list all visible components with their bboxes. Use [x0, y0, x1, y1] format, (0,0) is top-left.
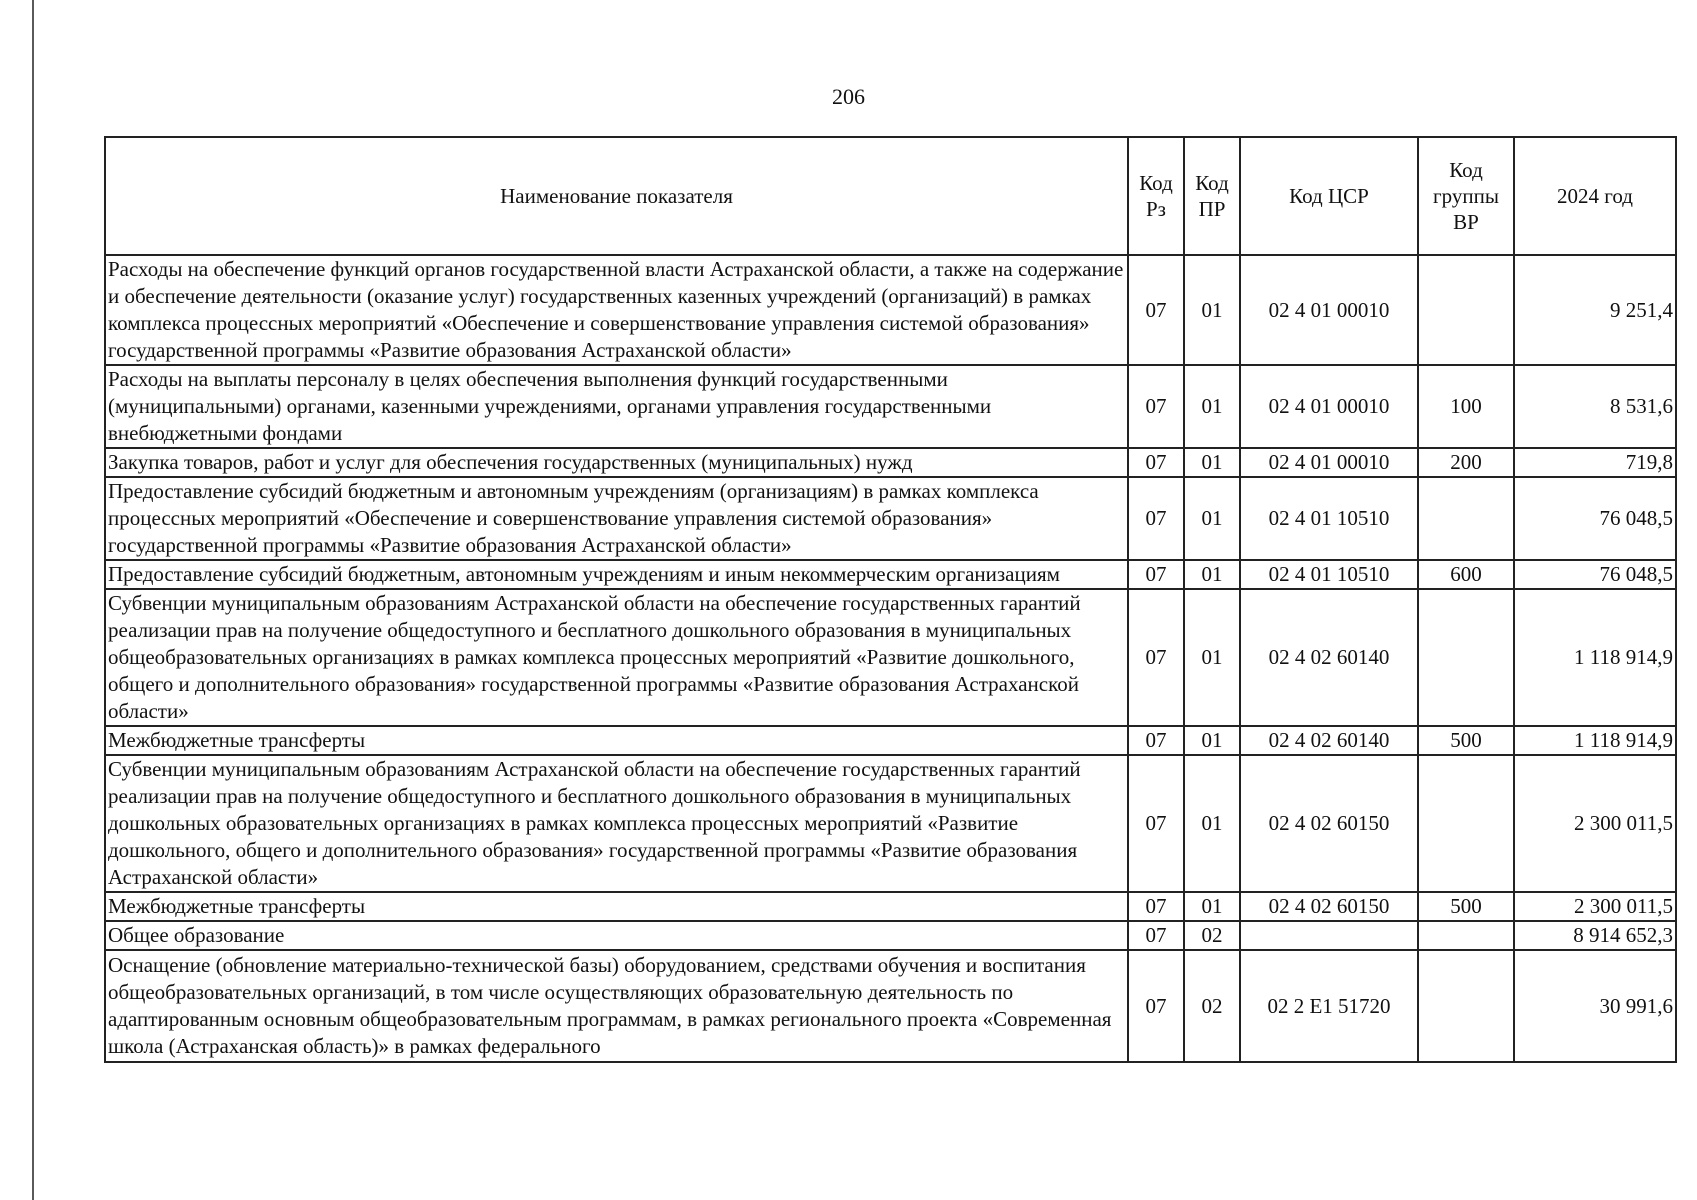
row-amount: 9 251,4: [1514, 255, 1676, 365]
row-vr: [1418, 950, 1514, 1062]
row-name: Межбюджетные трансферты: [105, 892, 1128, 921]
row-csr: 02 4 01 00010: [1240, 448, 1418, 477]
row-vr: [1418, 755, 1514, 892]
table-row: [105, 560, 1676, 589]
row-rz: 07: [1128, 950, 1184, 1062]
page-binding-line: [32, 0, 34, 1200]
row-csr: 02 4 01 10510: [1240, 560, 1418, 589]
header-vr: Код группы ВР: [1418, 137, 1514, 255]
page-number: 206: [832, 84, 865, 109]
row-csr: [1240, 921, 1418, 950]
row-name-cell: [105, 950, 1128, 1062]
row-rz: 07: [1128, 448, 1184, 477]
row-name: Межбюджетные трансферты: [105, 726, 1128, 755]
row-pr: 01: [1184, 726, 1240, 755]
row-vr: [1418, 921, 1514, 950]
row-name: Закупка товаров, работ и услуг для обеспечения государственных (муниципальных) нужд: [105, 448, 1128, 477]
header-rz: Код Рз: [1128, 137, 1184, 255]
row-csr: 02 4 01 00010: [1240, 255, 1418, 365]
row-rz: 07: [1128, 755, 1184, 892]
header-csr: Код ЦСР: [1240, 137, 1418, 255]
row-pr: 01: [1184, 589, 1240, 726]
row-csr: 02 4 02 60150: [1240, 892, 1418, 921]
row-vr: [1418, 255, 1514, 365]
row-rz: 07: [1128, 255, 1184, 365]
row-csr: 02 4 02 60140: [1240, 726, 1418, 755]
row-rz: 07: [1128, 589, 1184, 726]
row-name: Субвенции муниципальным образованиям Астраханской области на обеспечение государственных гарантий реализации прав на получение общедоступного и бесплатного дошкольного образования в муниципальных дошкольных образовательных организациях в рамках комплекса процессных мероприятий «Развитие дошкольного, общего и дополнительного образования» государственной программы «Развитие образования Астраханской области»: [105, 755, 1128, 892]
row-vr: 500: [1418, 892, 1514, 921]
table-row: [105, 950, 1676, 1062]
row-name: Предоставление субсидий бюджетным и автономным учреждениям (организациям) в рамках комплекса процессных мероприятий «Обеспечение и совершенствование управления системой образования» государственной программы «Развитие образования Астраханской области»: [105, 477, 1128, 560]
row-csr: 02 4 02 60150: [1240, 755, 1418, 892]
row-vr: [1418, 477, 1514, 560]
row-pr: 01: [1184, 365, 1240, 448]
row-name: Общее образование: [105, 921, 1128, 950]
table-row: [105, 365, 1676, 448]
row-amount: 8 914 652,3: [1514, 921, 1676, 950]
table-row: [105, 255, 1676, 365]
row-name: Субвенции муниципальным образованиям Астраханской области на обеспечение государственных гарантий реализации прав на получение общедоступного и бесплатного дошкольного образования в муниципальных общеобразовательных организациях в рамках комплекса процессных мероприятий «Развитие дошкольного, общего и дополнительного образования» государственной программы «Развитие образования Астраханской области»: [105, 589, 1128, 726]
row-amount: 1 118 914,9: [1514, 589, 1676, 726]
row-rz: 07: [1128, 477, 1184, 560]
row-rz: 07: [1128, 892, 1184, 921]
row-vr: 100: [1418, 365, 1514, 448]
row-amount: 2 300 011,5: [1514, 755, 1676, 892]
table-row: [105, 589, 1676, 726]
row-rz: 07: [1128, 560, 1184, 589]
row-vr: 500: [1418, 726, 1514, 755]
row-amount: 76 048,5: [1514, 560, 1676, 589]
table-row: [105, 892, 1676, 921]
row-pr: 01: [1184, 560, 1240, 589]
table-row: [105, 755, 1676, 892]
row-pr: 01: [1184, 755, 1240, 892]
table-row: [105, 477, 1676, 560]
header-year: 2024 год: [1514, 137, 1676, 255]
table-header-row: [105, 137, 1676, 255]
table-row: [105, 448, 1676, 477]
row-vr: 200: [1418, 448, 1514, 477]
row-amount: 76 048,5: [1514, 477, 1676, 560]
row-pr: 01: [1184, 477, 1240, 560]
row-name: Оснащение (обновление материально-технической базы) оборудованием, средствами обучения и воспитания общеобразовательных организаций, в том числе осуществляющих образовательную деятельность по адаптированным основным общеобразовательным программам, в рамках регионального проекта «Современная школа (Астраханская область)» в рамках федерального: [108, 953, 1112, 1058]
row-csr: 02 4 01 10510: [1240, 477, 1418, 560]
row-amount: 1 118 914,9: [1514, 726, 1676, 755]
row-csr: 02 2 Е1 51720: [1240, 950, 1418, 1062]
row-pr: 02: [1184, 921, 1240, 950]
row-pr: 01: [1184, 255, 1240, 365]
row-pr: 01: [1184, 892, 1240, 921]
budget-table: [104, 136, 1677, 1063]
row-amount: 8 531,6: [1514, 365, 1676, 448]
row-rz: 07: [1128, 726, 1184, 755]
table-row: [105, 921, 1676, 950]
row-pr: 02: [1184, 950, 1240, 1062]
row-csr: 02 4 01 00010: [1240, 365, 1418, 448]
row-pr: 01: [1184, 448, 1240, 477]
row-amount: 30 991,6: [1514, 950, 1676, 1062]
header-pr: Код ПР: [1184, 137, 1240, 255]
table-row: [105, 726, 1676, 755]
row-name: Предоставление субсидий бюджетным, автономным учреждениям и иным некоммерческим организациям: [105, 560, 1128, 589]
row-amount: 719,8: [1514, 448, 1676, 477]
row-amount: 2 300 011,5: [1514, 892, 1676, 921]
row-name: Расходы на выплаты персоналу в целях обеспечения выполнения функций государственными (муниципальными) органами, казенными учреждениями, органами управления государственными внебюджетными фондами: [105, 365, 1128, 448]
row-csr: 02 4 02 60140: [1240, 589, 1418, 726]
header-name: Наименование показателя: [105, 137, 1128, 255]
row-name: Расходы на обеспечение функций органов государственной власти Астраханской области, а также на содержание и обеспечение деятельности (оказание услуг) государственных казенных учреждений (организаций) в рамках комплекса процессных мероприятий «Обеспечение и совершенствование управления системой образования» государственной программы «Развитие образования Астраханской области»: [105, 255, 1128, 365]
row-rz: 07: [1128, 365, 1184, 448]
row-vr: [1418, 589, 1514, 726]
row-vr: 600: [1418, 560, 1514, 589]
row-rz: 07: [1128, 921, 1184, 950]
